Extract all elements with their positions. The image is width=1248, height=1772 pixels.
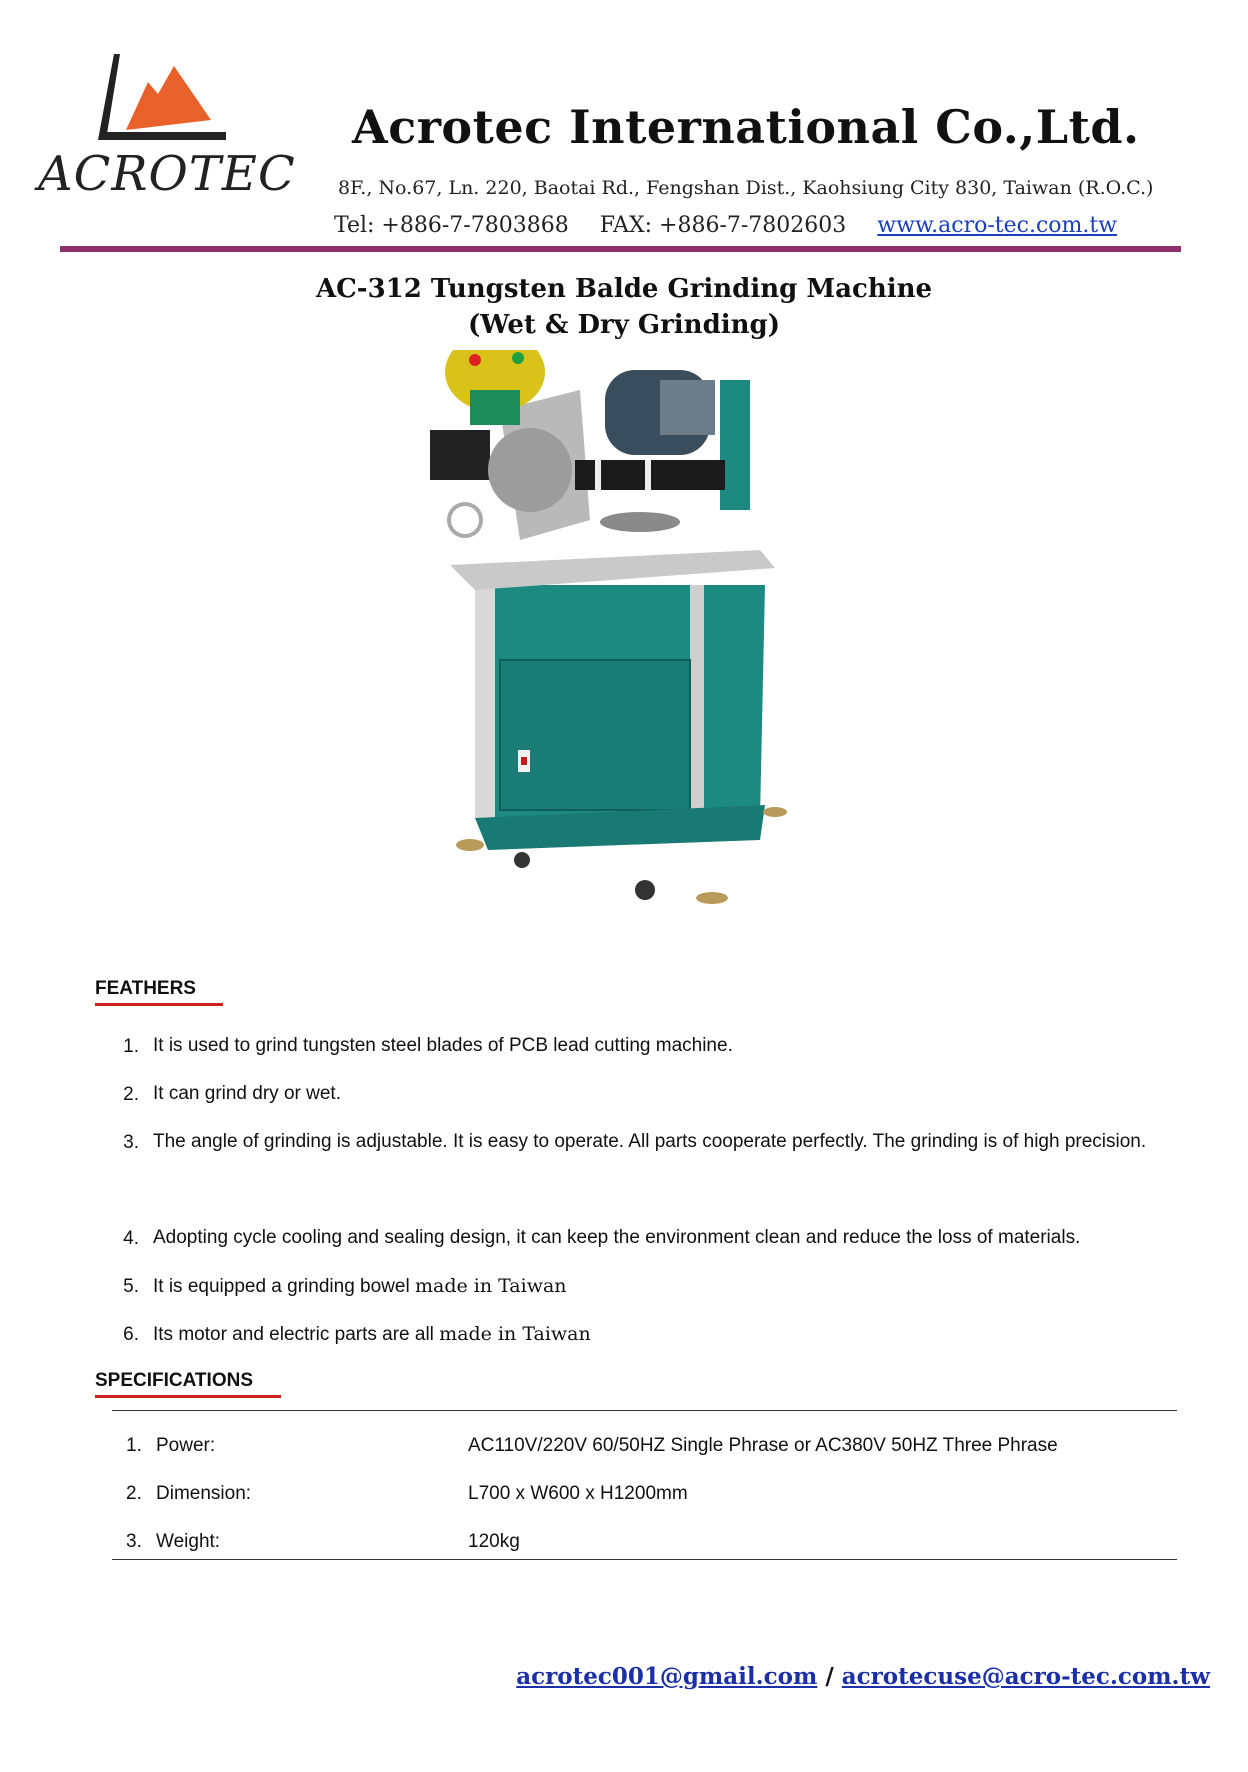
- email-separator: /: [825, 1663, 834, 1690]
- email-link-primary[interactable]: acrotec001@gmail.com: [516, 1663, 818, 1690]
- specifications-table: [112, 1410, 1177, 1560]
- product-photo: [430, 350, 850, 950]
- heading-underline: [95, 1003, 223, 1006]
- company-address: 8F., No.67, Ln. 220, Baotai Rd., Fengshan Dist., Kaohsiung City 830, Taiwan (R.O.C.): [338, 177, 1154, 199]
- product-title: AC-312 Tungsten Balde Grinding Machine: [315, 274, 933, 304]
- company-logo: [38, 52, 296, 202]
- header-divider: [60, 246, 1181, 252]
- specifications-heading: SPECIFICATIONS: [95, 1370, 253, 1392]
- website-link[interactable]: www.acro-tec.com.tw: [877, 213, 1118, 238]
- mountain-logo-icon: [86, 52, 236, 147]
- features-heading: FEATHERS: [95, 978, 196, 1000]
- telephone: Tel: +886-7-7803868: [334, 213, 569, 238]
- fax: FAX: +886-7-7802603: [599, 213, 847, 238]
- table-row: 3. Weight: 120kg: [126, 1531, 520, 1552]
- product-subtitle: (Wet & Dry Grinding): [467, 310, 781, 340]
- contact-line: [334, 213, 1117, 238]
- heading-underline: [95, 1395, 281, 1398]
- footer-contact: [516, 1663, 1210, 1690]
- company-name: Acrotec International Co.,Ltd.: [352, 100, 1140, 154]
- email-link-secondary[interactable]: acrotecuse@acro-tec.com.tw: [841, 1663, 1210, 1690]
- table-row: 2. Dimension: L700 x W600 x H1200mm: [126, 1483, 688, 1504]
- table-row: 1. Power: AC110V/220V 60/50HZ Single Phrase or AC380V 50HZ Three Phrase: [126, 1435, 1058, 1456]
- logo-wordmark: ACROTEC: [38, 146, 296, 202]
